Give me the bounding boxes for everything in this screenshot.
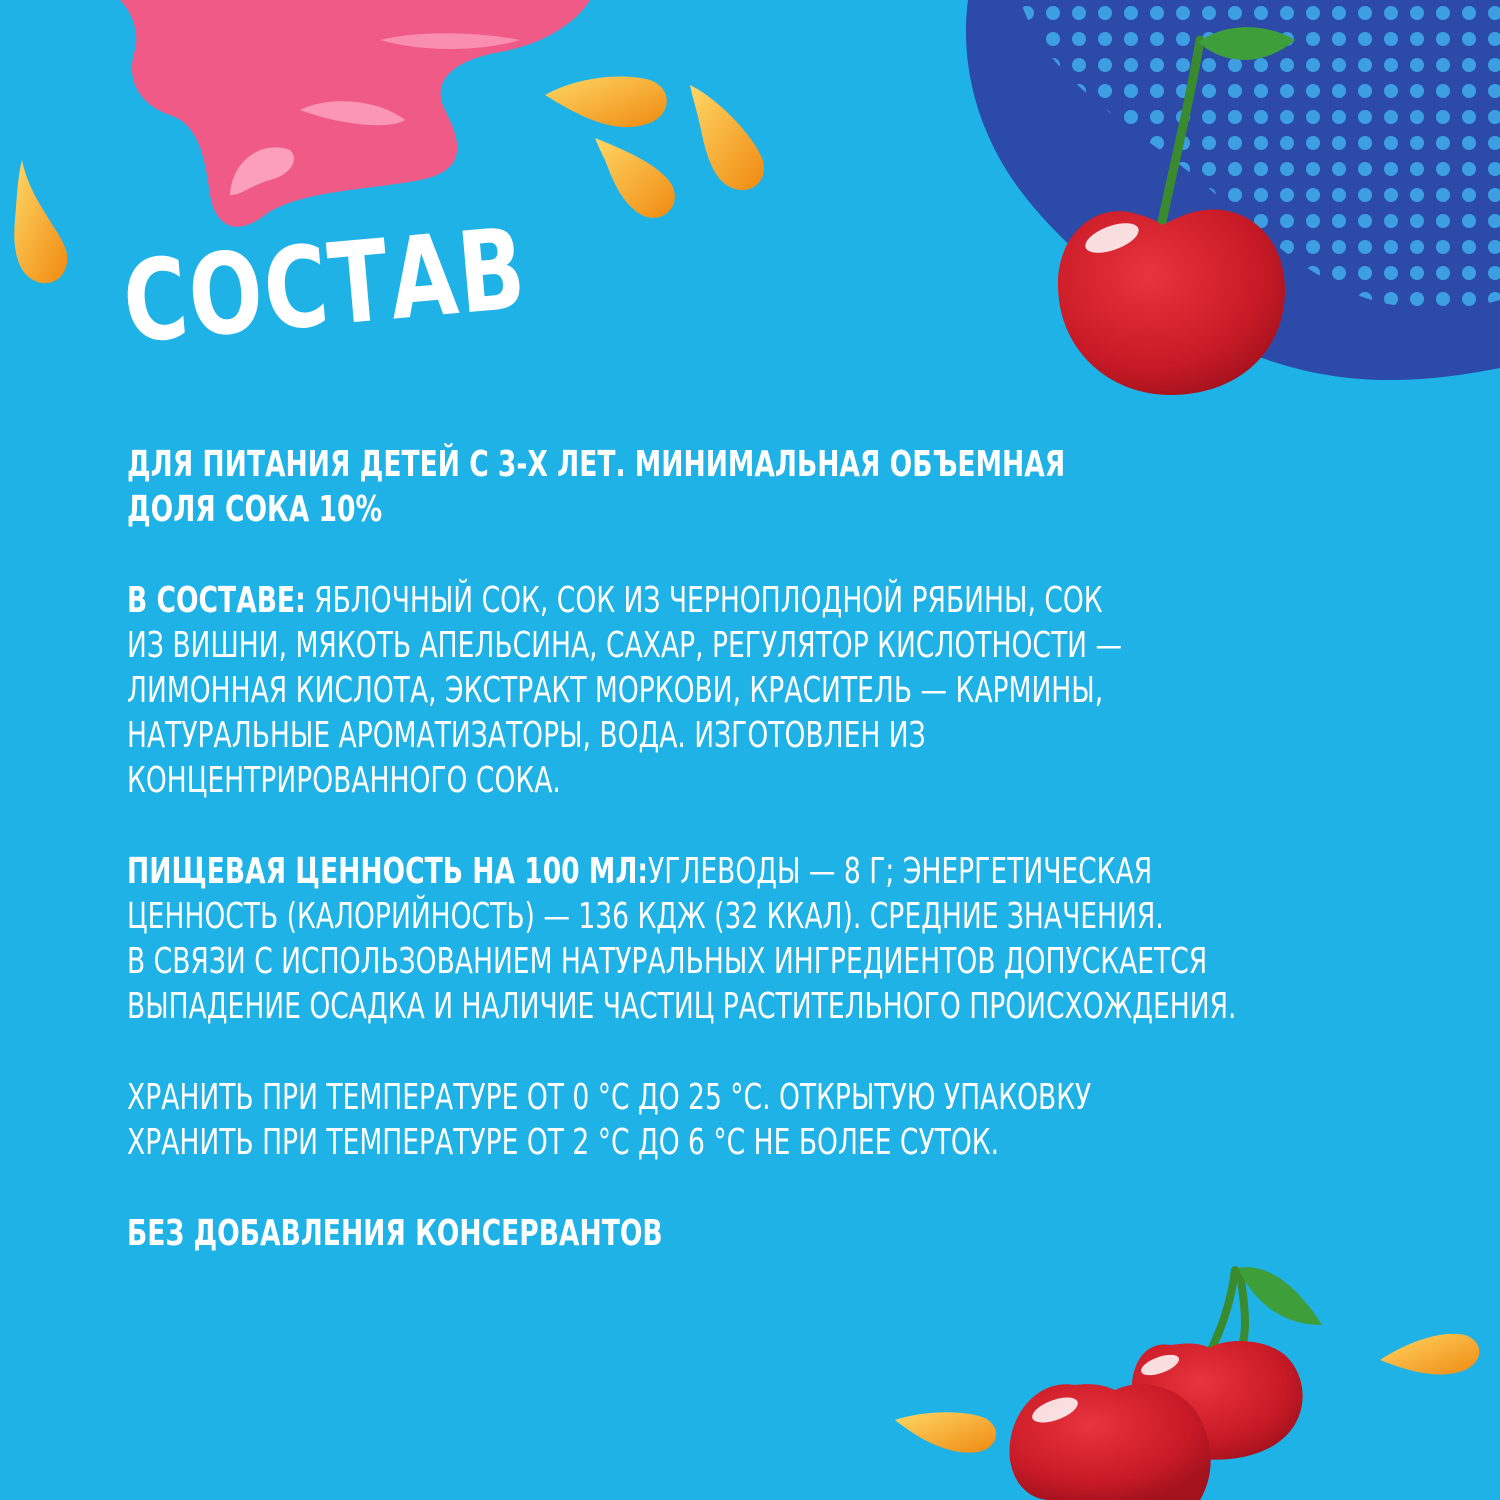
nutrition-block [127, 849, 1237, 1029]
ingredients-line: КОНЦЕНТРИРОВАННОГО СОКА. [127, 760, 561, 801]
storage-line: ХРАНИТЬ ПРИ ТЕМПЕРАТУРЕ ОТ 2 °С ДО 6 °С НЕ БОЛЕЕ СУТОК. [127, 1122, 1000, 1163]
storage-line: ХРАНИТЬ ПРИ ТЕМПЕРАТУРЕ ОТ 0 °С ДО 25 °С. ОТКРЫТУЮ УПАКОВКУ [127, 1077, 1092, 1118]
nutrition-label: ПИЩЕВАЯ ЦЕННОСТЬ НА 100 МЛ: [127, 851, 649, 892]
storage-block [127, 1075, 1177, 1165]
nutrition-line: ЦЕННОСТЬ (КАЛОРИЙНОСТЬ) — 136 КДЖ (32 ККАЛ). СРЕДНИЕ ЗНАЧЕНИЯ. [127, 896, 1164, 937]
nutrition-line: ВЫПАДЕНИЕ ОСАДКА И НАЛИЧИЕ ЧАСТИЦ РАСТИТЕЛЬНОГО ПРОИСХОЖДЕНИЯ. [127, 986, 1237, 1027]
cherry-pair-icon [1009, 1267, 1322, 1500]
ingredients-label: В СОСТАВЕ: [127, 580, 306, 621]
nutrition-line: В СВЯЗИ С ИСПОЛЬЗОВАНИЕМ НАТУРАЛЬНЫХ ИНГРЕДИЕНТОВ ДОПУСКАЕТСЯ [127, 941, 1208, 982]
pink-splash-icon [120, 0, 590, 227]
ingredients-line: ЛИМОННАЯ КИСЛОТА, ЭКСТРАКТ МОРКОВИ, КРАСИТЕЛЬ — КАРМИНЫ, [127, 670, 1104, 711]
ingredients-line: НАТУРАЛЬНЫЕ АРОМАТИЗАТОРЫ, ВОДА. ИЗГОТОВЛЕН ИЗ [127, 715, 926, 756]
page-title: СОСТАВ [118, 204, 532, 369]
composition-text [127, 442, 1237, 1256]
age-notice [127, 442, 1177, 532]
ingredients-line: ИЗ ВИШНИ, МЯКОТЬ АПЕЛЬСИНА, САХАР, РЕГУЛЯТОР КИСЛОТНОСТИ — [127, 625, 1123, 666]
no-preservatives-note: БЕЗ ДОБАВЛЕНИЯ КОНСЕРВАНТОВ [127, 1213, 663, 1254]
nutrition-line: УГЛЕВОДЫ — 8 Г; ЭНЕРГЕТИЧЕСКАЯ [648, 851, 1153, 892]
age-notice-line: ДЛЯ ПИТАНИЯ ДЕТЕЙ С 3-Х ЛЕТ. МИНИМАЛЬНАЯ ОБЪЕМНАЯ [127, 444, 1066, 485]
ingredients-block [127, 578, 1177, 803]
ingredients-line: ЯБЛОЧНЫЙ СОК, СОК ИЗ ЧЕРНОПЛОДНОЙ РЯБИНЫ, СОК [305, 580, 1103, 621]
age-notice-line: ДОЛЯ СОКА 10% [127, 489, 383, 530]
